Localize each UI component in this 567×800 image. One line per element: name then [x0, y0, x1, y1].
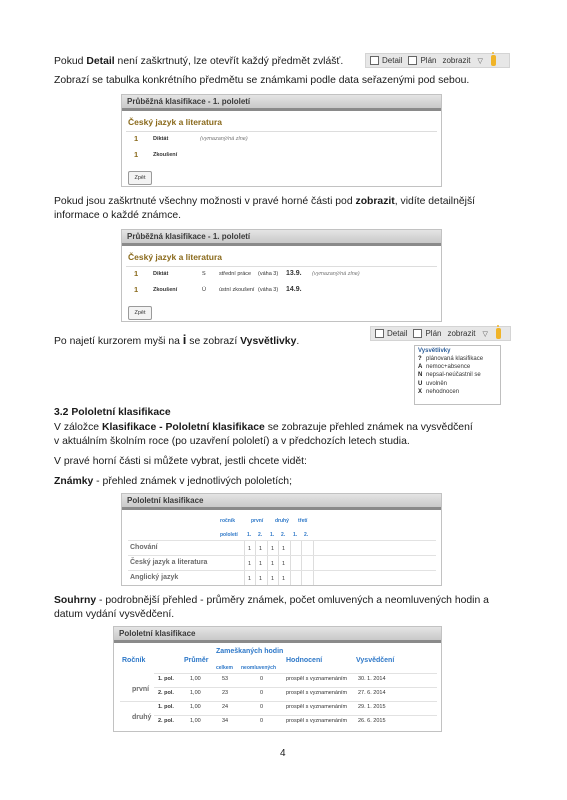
- grade-cell: 1: [259, 561, 263, 567]
- grade-desc: ústní zkoušení: [219, 287, 255, 293]
- plan-checkbox[interactable]: [413, 329, 422, 338]
- year-label: první: [251, 518, 264, 524]
- grid-line: [255, 540, 256, 585]
- unexcused-hours: 0: [260, 704, 264, 710]
- year-header: ročník: [220, 518, 236, 524]
- text-bold: Klasifikace - Pololetní klasifikace: [101, 422, 265, 433]
- half-label: 2. pol.: [158, 690, 174, 696]
- grade-cell: 1: [259, 546, 263, 552]
- grade-type: Diktát: [153, 136, 169, 142]
- text: se zobrazuje přehled známek na vysvědčení: [264, 422, 473, 433]
- text: se zobrazí: [186, 336, 241, 347]
- grade-cell: 1: [282, 561, 286, 567]
- paragraph-all-options: [54, 195, 475, 210]
- legend-item: [418, 371, 497, 379]
- detail-checkbox[interactable]: [375, 329, 384, 338]
- average-value: 1,00: [190, 718, 201, 724]
- subject-name: Český jazyk a literatura: [128, 117, 223, 127]
- display-options-bar: [365, 53, 510, 68]
- legend-key: U: [418, 380, 423, 387]
- row-divider: [154, 715, 437, 716]
- paragraph-table-desc: Zobrazí se tabulka konkrétního předmětu se známkami podle data seřazenými pod sebou.: [54, 75, 470, 86]
- row-divider: [154, 673, 437, 674]
- grade-cell: 1: [259, 576, 263, 582]
- evaluation: prospěl s vyznamenáním: [286, 676, 348, 682]
- info-icon[interactable]: [496, 328, 501, 339]
- grades-grid: [122, 510, 441, 585]
- half-label: 1.: [293, 532, 298, 538]
- grid-line: [301, 540, 302, 585]
- grade-cell: 1: [271, 561, 275, 567]
- grid-line: [290, 540, 291, 585]
- text-bold: i: [182, 332, 187, 347]
- legend-key: A: [418, 364, 423, 371]
- half-label: 2.: [258, 532, 263, 538]
- evaluation: prospěl s vyznamenáním: [286, 704, 348, 710]
- display-menu-label[interactable]: zobrazit: [442, 56, 471, 65]
- info-icon[interactable]: [491, 55, 496, 66]
- text: Po najetí kurzorem myši na: [54, 336, 183, 347]
- row-divider: [154, 687, 437, 688]
- row-divider: [128, 570, 436, 571]
- legend-popup: [414, 345, 501, 405]
- row-divider: [120, 701, 437, 702]
- detail-checkbox[interactable]: [370, 56, 379, 65]
- total-hours: 53: [222, 676, 229, 682]
- average-value: 1,00: [190, 676, 201, 682]
- certificate-date: 30. 1. 2014: [358, 676, 386, 682]
- average-value: 1,00: [190, 690, 201, 696]
- text-bold: Detail: [86, 56, 115, 67]
- legend-key: X: [418, 388, 423, 395]
- text-bold: Souhrny: [54, 595, 97, 606]
- detail-label: Detail: [382, 56, 403, 65]
- year-label: druhý: [275, 518, 289, 524]
- text: - přehled známek v jednotlivých pololetích;: [93, 476, 292, 487]
- text: , vidíte detailnější: [394, 196, 476, 207]
- year-label: první: [132, 686, 150, 693]
- unexcused-hours: 0: [260, 690, 264, 696]
- total-hours: 34: [222, 718, 229, 724]
- grade-value: 1: [134, 150, 139, 159]
- legend-key: N: [418, 372, 423, 379]
- back-button[interactable]: Zpět: [128, 171, 152, 185]
- subject-name: Chování: [130, 544, 158, 551]
- grade-code: Ú: [202, 287, 206, 293]
- grade-type: Diktát: [153, 271, 169, 277]
- plan-checkbox[interactable]: [408, 56, 417, 65]
- display-menu-label[interactable]: zobrazit: [447, 329, 476, 338]
- text: - podrobnější přehled - průměry známek, počet omluvených a neomluvených hodin a: [96, 595, 489, 606]
- legend-key: ?: [418, 356, 422, 362]
- certificate-date: 29. 1. 2015: [358, 704, 386, 710]
- header-unexcused: neomluvených: [241, 665, 277, 671]
- grade-cell: 1: [282, 576, 286, 582]
- row-divider: [128, 555, 436, 556]
- header-total: celkem: [216, 665, 233, 671]
- header-missed-hours: Zameškaných hodin: [216, 648, 284, 655]
- legend-title: Vysvětlivky: [418, 348, 451, 354]
- legend-value: plánovaná klasifikace: [426, 356, 484, 362]
- subject-name: Český jazyk a literatura: [130, 559, 208, 566]
- grade-code: S: [202, 271, 206, 277]
- semester-grades-panel: [121, 493, 442, 586]
- unexcused-hours: 0: [260, 676, 264, 682]
- legend-value: nepsal-neúčastnil se: [426, 372, 481, 379]
- paragraph-grades: [54, 475, 292, 490]
- page-number: 4: [280, 748, 286, 759]
- grid-line: [278, 540, 279, 585]
- panel-title: Průběžná klasifikace - 1. pololetí: [122, 230, 441, 246]
- grade-cell: 1: [248, 561, 252, 567]
- legend-item: [418, 380, 497, 388]
- unexcused-hours: 0: [260, 718, 264, 724]
- grid-line: [313, 540, 314, 585]
- grade-note: (vymazaný/ná zlne): [200, 136, 248, 142]
- text: .: [296, 336, 300, 347]
- display-options-bar: [370, 326, 511, 341]
- total-hours: 24: [222, 704, 229, 710]
- header-average: Průměr: [184, 657, 209, 664]
- legend-item: [418, 355, 497, 363]
- average-value: 1,00: [190, 704, 201, 710]
- grid-line: [267, 540, 268, 585]
- semester-summary-panel: [113, 626, 442, 732]
- header-year: Ročník: [122, 657, 146, 664]
- text-bold: Známky: [54, 476, 94, 487]
- grade-date: 13.9.: [286, 270, 302, 277]
- legend-value: uvolněn: [426, 380, 448, 387]
- grade-type: Zkoušení: [153, 152, 178, 158]
- paragraph-detail: [54, 55, 343, 70]
- legend-item: [418, 388, 497, 396]
- half-label: 2. pol.: [158, 718, 174, 724]
- half-label: 2.: [304, 532, 309, 538]
- chevron-down-icon[interactable]: ▽: [482, 330, 488, 338]
- section-heading: 3.2 Pololetní klasifikace: [54, 407, 171, 418]
- legend-item: [418, 363, 497, 371]
- paragraph-semester-cont: v aktuálním školním roce (po uzavření pololetí) a v předchozích letech studia.: [54, 436, 410, 447]
- grade-row: [122, 267, 441, 283]
- interim-grades-detail-panel: [121, 229, 442, 322]
- grid-line: [244, 540, 245, 585]
- header-evaluation: Hodnocení: [286, 657, 323, 664]
- paragraph-legend: [54, 333, 299, 350]
- grade-cell: 1: [248, 576, 252, 582]
- grade-date: 14.9.: [286, 286, 302, 293]
- text: Pokud: [54, 56, 87, 67]
- text: V záložce: [54, 422, 102, 433]
- header-certificate: Vysvědčení: [356, 657, 395, 664]
- grade-value: 1: [134, 134, 139, 143]
- back-button[interactable]: Zpět: [128, 306, 152, 320]
- certificate-date: 27. 6. 2014: [358, 690, 386, 696]
- plan-label: Plán: [420, 56, 437, 65]
- half-label: 2.: [281, 532, 286, 538]
- plan-label: Plán: [425, 329, 442, 338]
- text-bold: zobrazit: [355, 196, 395, 207]
- half-label: 1.: [270, 532, 275, 538]
- text: není zaškrtnutý, lze otevřít každý předmět zvlášť.: [114, 56, 344, 67]
- chevron-down-icon[interactable]: ▽: [477, 57, 483, 65]
- text: Pokud jsou zaškrtnuté všechny možnosti v pravé horné části pod: [54, 196, 356, 207]
- panel-title: Pololetní klasifikace: [114, 627, 441, 643]
- total-hours: 23: [222, 690, 229, 696]
- evaluation: prospěl s vyznamenáním: [286, 690, 348, 696]
- row-divider: [128, 540, 436, 541]
- grade-cell: 1: [271, 546, 275, 552]
- grade-row: [122, 283, 441, 299]
- grade-row: [122, 148, 441, 164]
- paragraph-choose: V pravé horní části si můžete vybrat, jestli chcete vidět:: [54, 456, 307, 467]
- panel-title: Pololetní klasifikace: [122, 494, 441, 510]
- detail-label: Detail: [387, 329, 408, 338]
- paragraph-summary: [54, 594, 489, 609]
- paragraph-all-options-cont: informace o každé známce.: [54, 210, 182, 221]
- grade-desc: střední práce: [219, 271, 252, 277]
- grade-weight: (váha 3): [258, 271, 279, 277]
- grade-cell: 1: [282, 546, 286, 552]
- paragraph-semester: [54, 421, 473, 436]
- grade-value: 1: [134, 269, 139, 278]
- half-label: 1. pol.: [158, 676, 174, 682]
- grade-value: 1: [134, 285, 139, 294]
- year-label: druhý: [132, 714, 152, 721]
- grade-weight: (váha 3): [258, 287, 279, 293]
- interim-grades-panel: [121, 94, 442, 187]
- subject-name: Anglický jazyk: [130, 574, 179, 581]
- half-label: 1. pol.: [158, 704, 174, 710]
- summary-table: [114, 643, 441, 733]
- grade-type: Zkoušení: [153, 287, 178, 293]
- certificate-date: 26. 6. 2015: [358, 718, 386, 724]
- grade-cell: 1: [248, 546, 252, 552]
- legend-value: nehodnocen: [426, 388, 460, 395]
- evaluation: prospěl s vyznamenáním: [286, 718, 348, 724]
- legend-value: nemoc+absence: [426, 364, 471, 371]
- grade-row: [122, 132, 441, 148]
- grade-cell: 1: [271, 576, 275, 582]
- subject-name: Český jazyk a literatura: [128, 252, 223, 262]
- year-label: třetí: [298, 518, 308, 524]
- panel-title: Průběžná klasifikace - 1. pololetí: [122, 95, 441, 111]
- half-label: 1.: [247, 532, 252, 538]
- text-bold: Vysvětlivky: [240, 336, 297, 347]
- paragraph-summary-cont: datum vydání vysvědčení.: [54, 609, 175, 620]
- grade-note: (vymazaný/ná zlne): [312, 271, 360, 277]
- semester-header: pololetí: [220, 532, 238, 538]
